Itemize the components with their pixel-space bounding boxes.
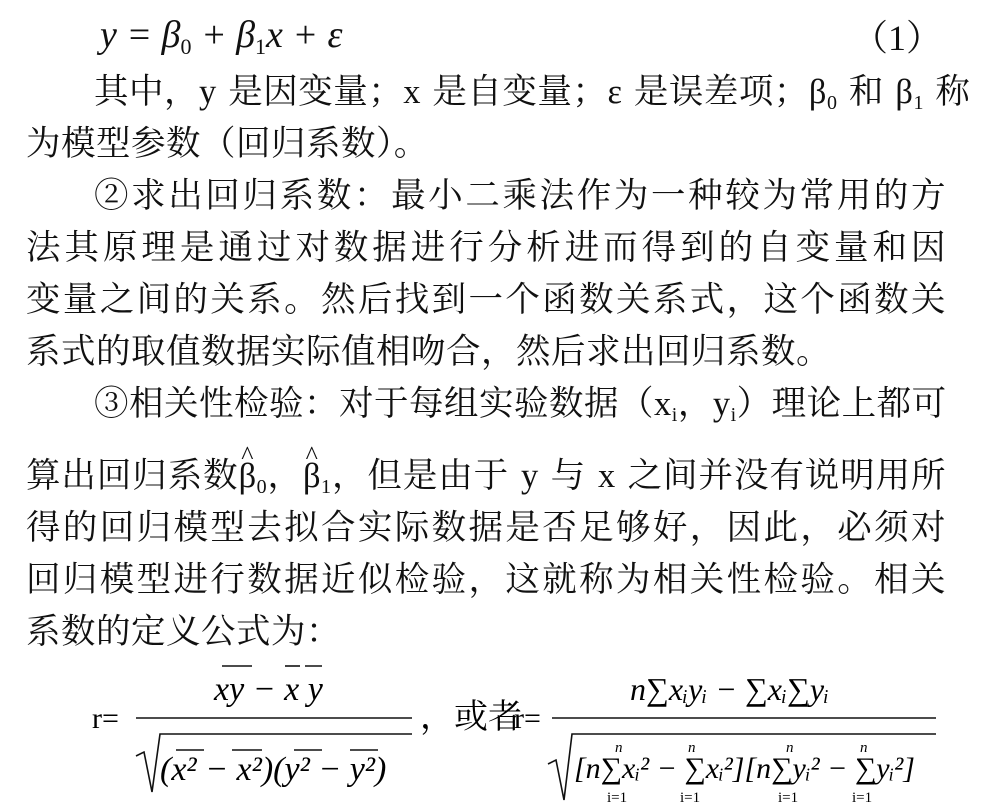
paragraph-line: 系数的定义公式为：	[26, 612, 341, 652]
sum-lower-limit: i=1	[680, 790, 701, 806]
formula-svg	[0, 652, 992, 808]
formula-2-lhs: r=	[514, 702, 541, 735]
paragraph-line: ③相关性检验：对于每组实验数据（$x_i$，$y_i$）理论上都可	[94, 384, 947, 426]
paragraph-line: 变量之间的关系。然后找到一个函数关系式，这个函数关	[26, 280, 946, 320]
formula-2	[514, 671, 936, 806]
paragraph-line: ②求出回归系数：最小二乘法作为一种较为常用的方	[94, 176, 946, 216]
paragraph-line: 其中，y 是因变量；x 是自变量；ε 是误差项；$\beta_0$ 和 $\beta_1$ 称	[94, 72, 971, 114]
paragraph-line: 系式的取值数据实际值相吻合，然后求出回归系数。	[26, 332, 831, 372]
sum-upper-limit: n	[860, 740, 868, 756]
correlation-formulas	[0, 652, 992, 808]
paragraph-line: 算出回归系数^ $\beta_0$，^ $\beta_1$，但是由于 y 与 x 之间并没有说明用所	[26, 450, 946, 502]
paragraph-line: 为模型参数（回归系数）。	[26, 124, 429, 164]
sum-upper-limit: n	[688, 740, 696, 756]
regression-equation: $y = \beta_0 + \beta_1x + \varepsilon$	[100, 14, 343, 59]
sum-upper-limit: n	[786, 740, 794, 756]
formula-connector: ，或者	[420, 699, 522, 736]
formula-2-numerator: n∑xᵢyᵢ − ∑xᵢ∑yᵢ	[630, 671, 830, 707]
sum-upper-limit: n	[615, 740, 623, 756]
sum-lower-limit: i=1	[852, 790, 873, 806]
formula-2-denominator: [n∑xᵢ² − ∑xᵢ²][n∑yᵢ² − ∑yᵢ²]	[574, 752, 915, 785]
formula-1	[92, 666, 412, 792]
paragraph-line: 得的回归模型去拟合实际数据是否足够好，因此，必须对	[26, 508, 946, 548]
formula-1-denominator: (x² − x²)(y² − y²)	[160, 751, 387, 788]
body-text	[26, 66, 971, 430]
paragraph-line: 法其原理是通过对数据进行分析进而得到的自变量和因	[26, 228, 946, 268]
body-text-continued	[26, 450, 946, 658]
sum-lower-limit: i=1	[778, 790, 799, 806]
formula-1-numerator: xy − x y	[214, 671, 323, 708]
sum-lower-limit: i=1	[607, 790, 628, 806]
equation-number: （1）	[851, 18, 942, 58]
paragraph-line: 回归模型进行数据近似检验，这就称为相关性检验。相关	[26, 560, 946, 600]
formula-1-lhs: r=	[92, 702, 119, 735]
